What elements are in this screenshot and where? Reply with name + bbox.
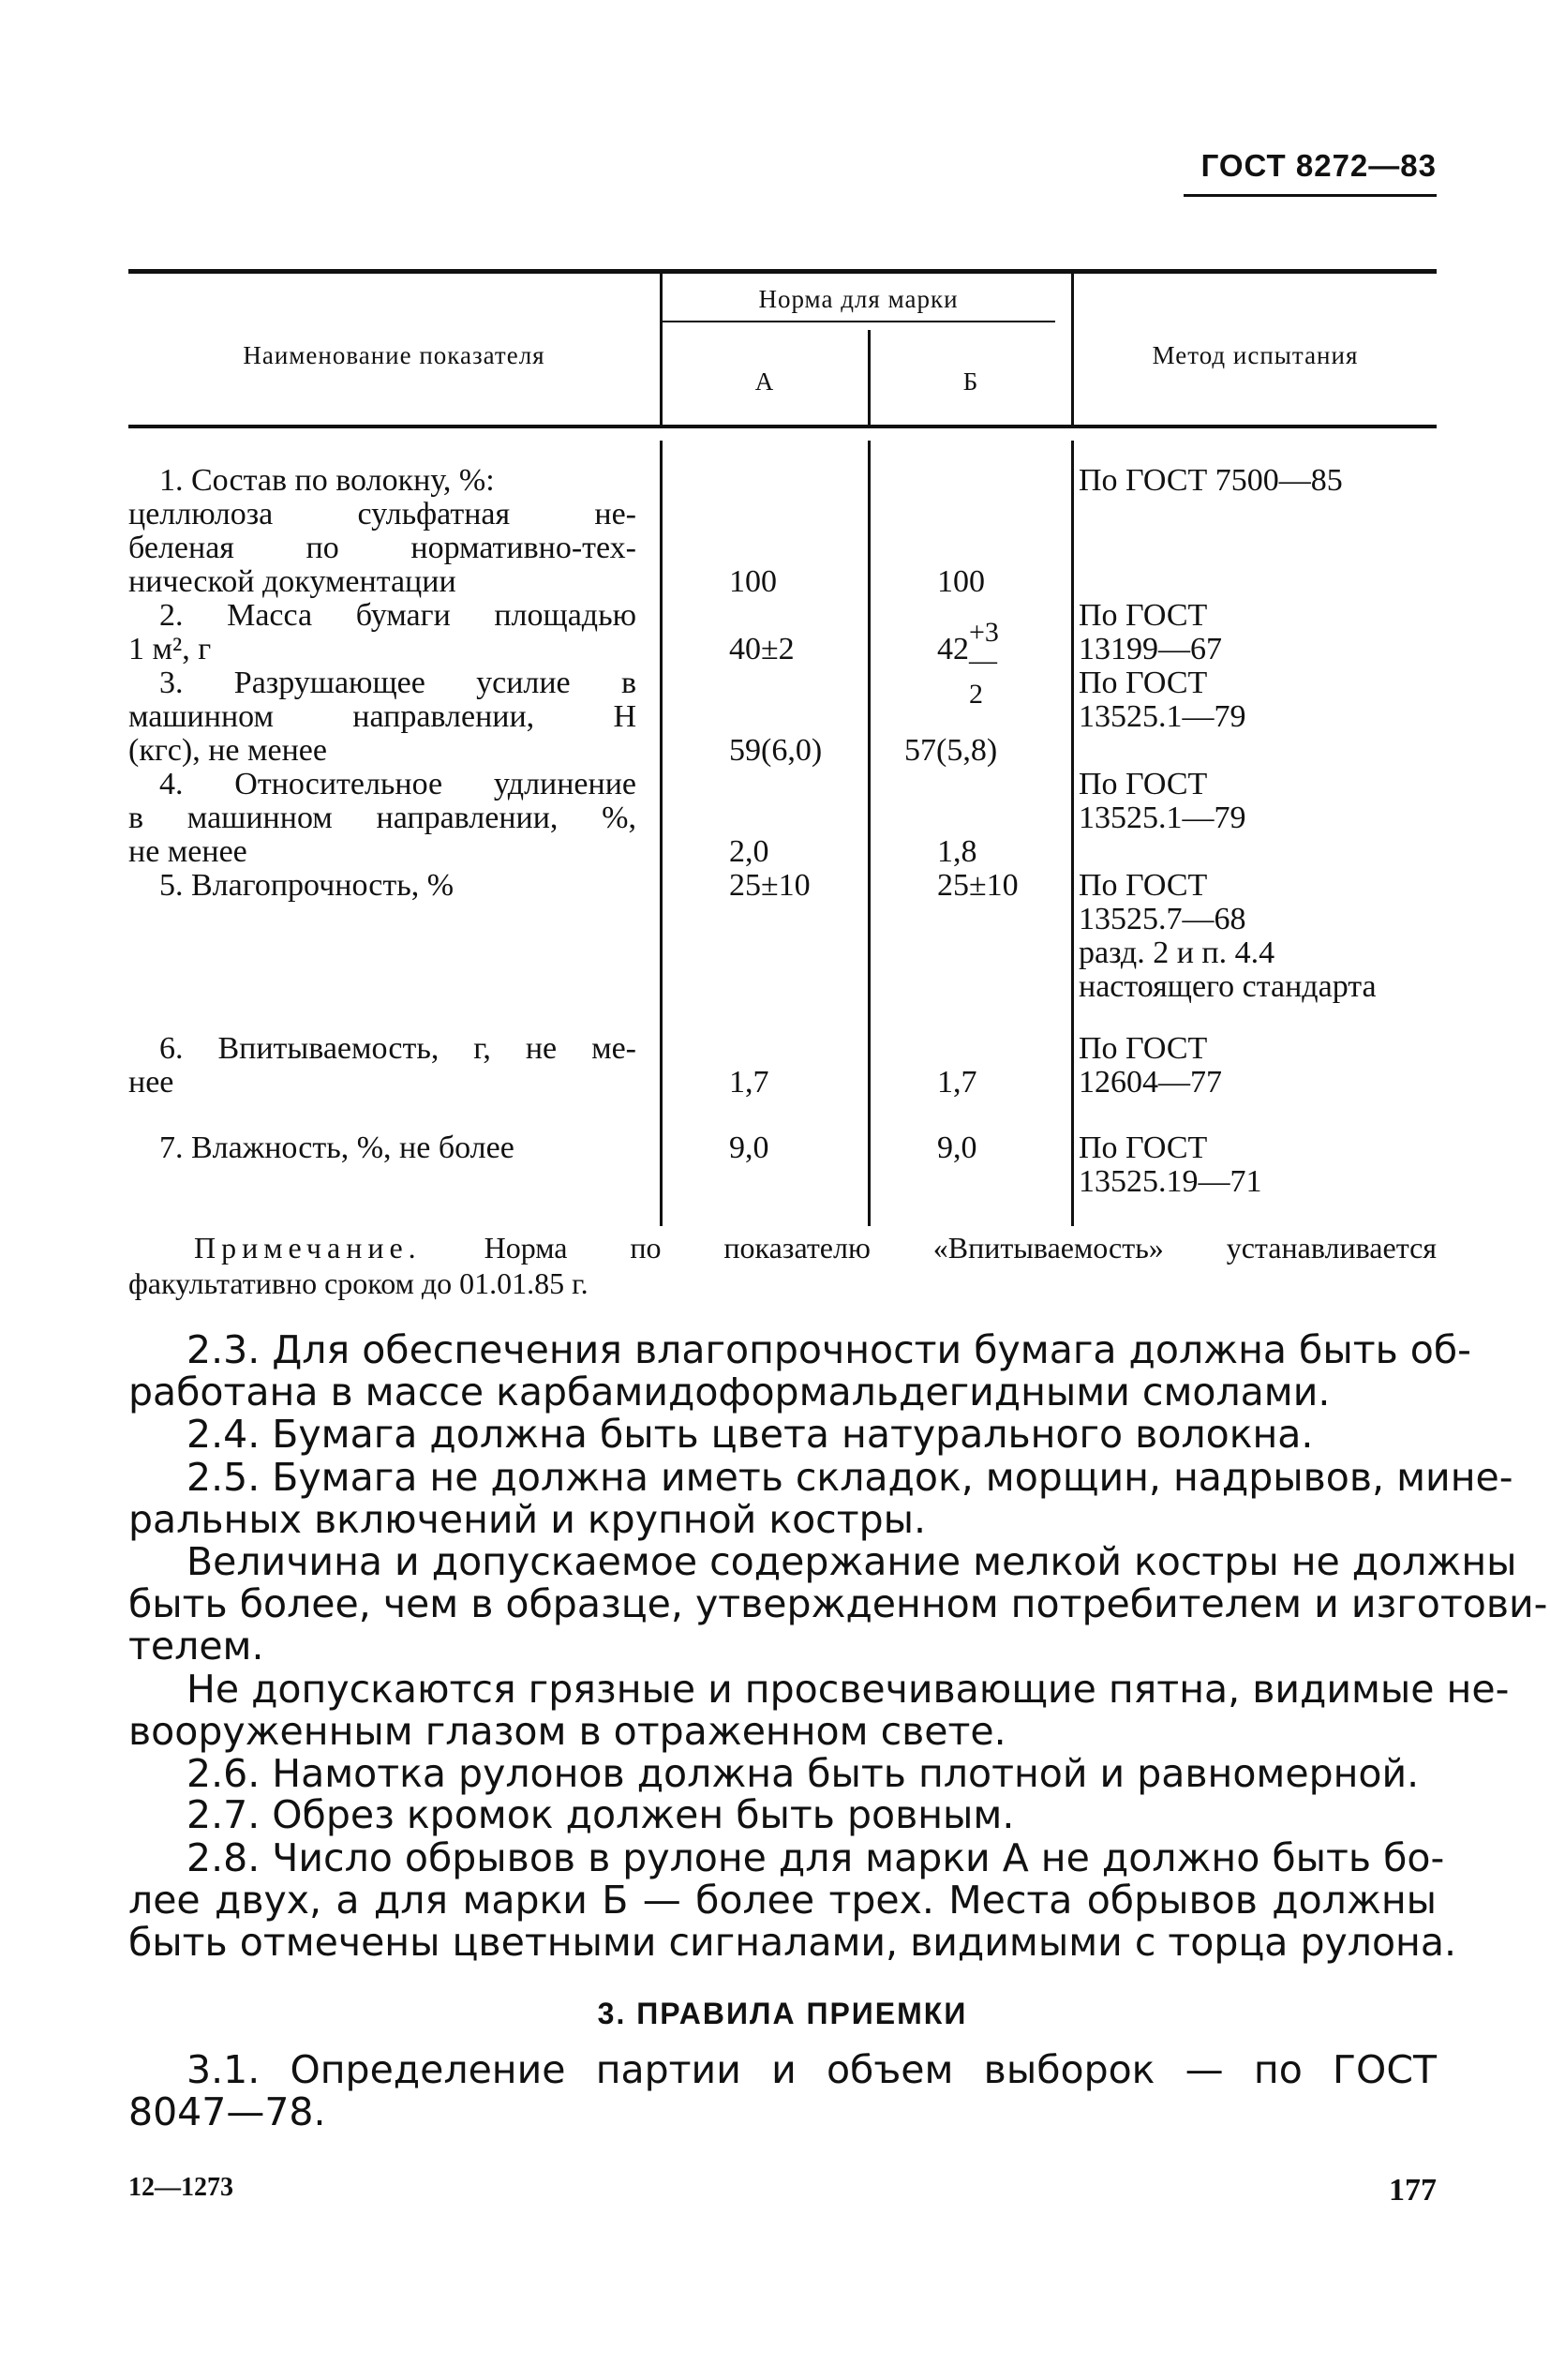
tolerance: +3 —2 (969, 617, 999, 710)
value-b: 1,8 (937, 834, 977, 869)
header-rule (1184, 194, 1437, 197)
test-method: По ГОСТ 13525.7—68 разд. 2 и п. 4.4 настоящего стандарта (1079, 868, 1377, 1004)
value-b: 25±10 (937, 868, 1019, 903)
document-id: ГОСТ 8272—83 (1200, 148, 1437, 183)
paragraph-size: Величина и допускаемое содержание мелкой костры не должны быть более, чем в образце, утвержденном потребителем и изготови- телем. (128, 1539, 1548, 1669)
value-a: 40±2 (729, 632, 795, 666)
col-header-a: А (754, 367, 775, 396)
test-method: По ГОСТ 13199—67 (1079, 598, 1222, 666)
print-code: 12—1273 (128, 2173, 233, 2202)
param-name: 3. Разрушающее усилие в машинном направлении, Н (кгс), не менее (128, 666, 636, 768)
value-a: 100 (729, 564, 777, 599)
test-method: По ГОСТ 12604—77 (1079, 1031, 1222, 1100)
value-a: 9,0 (729, 1130, 769, 1165)
col-header-b: Б (962, 367, 979, 396)
page-number: 177 (1389, 2173, 1437, 2208)
col-header-name: Наименование показателя (243, 341, 545, 369)
value-a: 25±10 (729, 868, 811, 903)
table-top-rule (128, 269, 1437, 274)
paragraph-3-1: 3.1. Определение партии и объем выборок — по ГОСТ 8047—78. (128, 2047, 1437, 2134)
value-a: 1,7 (729, 1065, 769, 1100)
paragraph-2-6: 2.6. Намотка рулонов должна быть плотной и равномерной. (186, 1751, 1420, 1796)
paragraph-2-3: 2.3. Для обеспечения влагопрочности бумага должна быть об- работана в массе карбамидоформальдегидными смолами. (128, 1327, 1471, 1415)
param-name: 4. Относительное удлинение в машинном направлении, %, не менее (128, 767, 636, 869)
paragraph-2-5: 2.5. Бумага не должна иметь складок, морщин, надрывов, мине- ральных включений и крупной костры. (128, 1455, 1513, 1542)
value-a: 2,0 (729, 834, 769, 869)
col-divider (1071, 441, 1074, 1226)
note-lead: Примечание. (194, 1231, 422, 1265)
value-b: 9,0 (937, 1130, 977, 1165)
col-divider (868, 441, 871, 1226)
test-method: По ГОСТ 13525.1—79 (1079, 767, 1246, 835)
paragraph-2-8: 2.8. Число обрывов в рулоне для марки А не должно быть бо- лее двух, а для марки Б — более трех. Места обрывов должны быть отмечены цветными сигналами, видимыми с торца рулона. (128, 1835, 1457, 1965)
section-title: 3. ПРАВИЛА ПРИЕМКИ (597, 1997, 968, 2030)
test-method: По ГОСТ 13525.19—71 (1079, 1130, 1262, 1199)
value-a: 59(6,0) (729, 733, 823, 768)
paragraph-2-4: 2.4. Бумага должна быть цвета натурального волокна. (186, 1412, 1314, 1457)
value-b: 1,7 (937, 1065, 977, 1100)
param-name: 5. Влагопрочность, % (159, 868, 455, 903)
table-header-rule (128, 425, 1437, 428)
col-header-method: Метод испытания (1152, 341, 1359, 369)
param-name: 7. Влажность, %, не более (159, 1130, 514, 1165)
paragraph-2-7: 2.7. Обрез кромок должен быть ровным. (186, 1792, 1015, 1837)
col-divider (660, 441, 663, 1226)
param-name: 6. Впитываемость, г, не ме- нее (128, 1031, 636, 1100)
param-name: 1. Состав по волокну, %: целлюлоза сульфатная не- беленая по нормативно-тех- нической документации (128, 463, 636, 599)
value-b: 100 (937, 564, 985, 599)
paragraph-spots: Не допускаются грязные и просвечивающие пятна, видимые не- вооруженным глазом в отраженном свете. (128, 1667, 1510, 1754)
value-b: 42 +3 —2 (937, 617, 999, 710)
param-name: 2. Масса бумаги площадью 1 м², г (128, 598, 636, 666)
table-note: Примечание. Норма по показателю «Впитываемость» устанавливается факультативно сроком до 01.01.85 г. (128, 1231, 1438, 1300)
col-header-norm: Норма для марки (758, 285, 959, 313)
test-method: По ГОСТ 7500—85 (1079, 463, 1343, 498)
norm-subheader-rule (662, 321, 1055, 322)
value-b: 57(5,8) (904, 733, 998, 768)
test-method: По ГОСТ 13525.1—79 (1079, 666, 1246, 734)
